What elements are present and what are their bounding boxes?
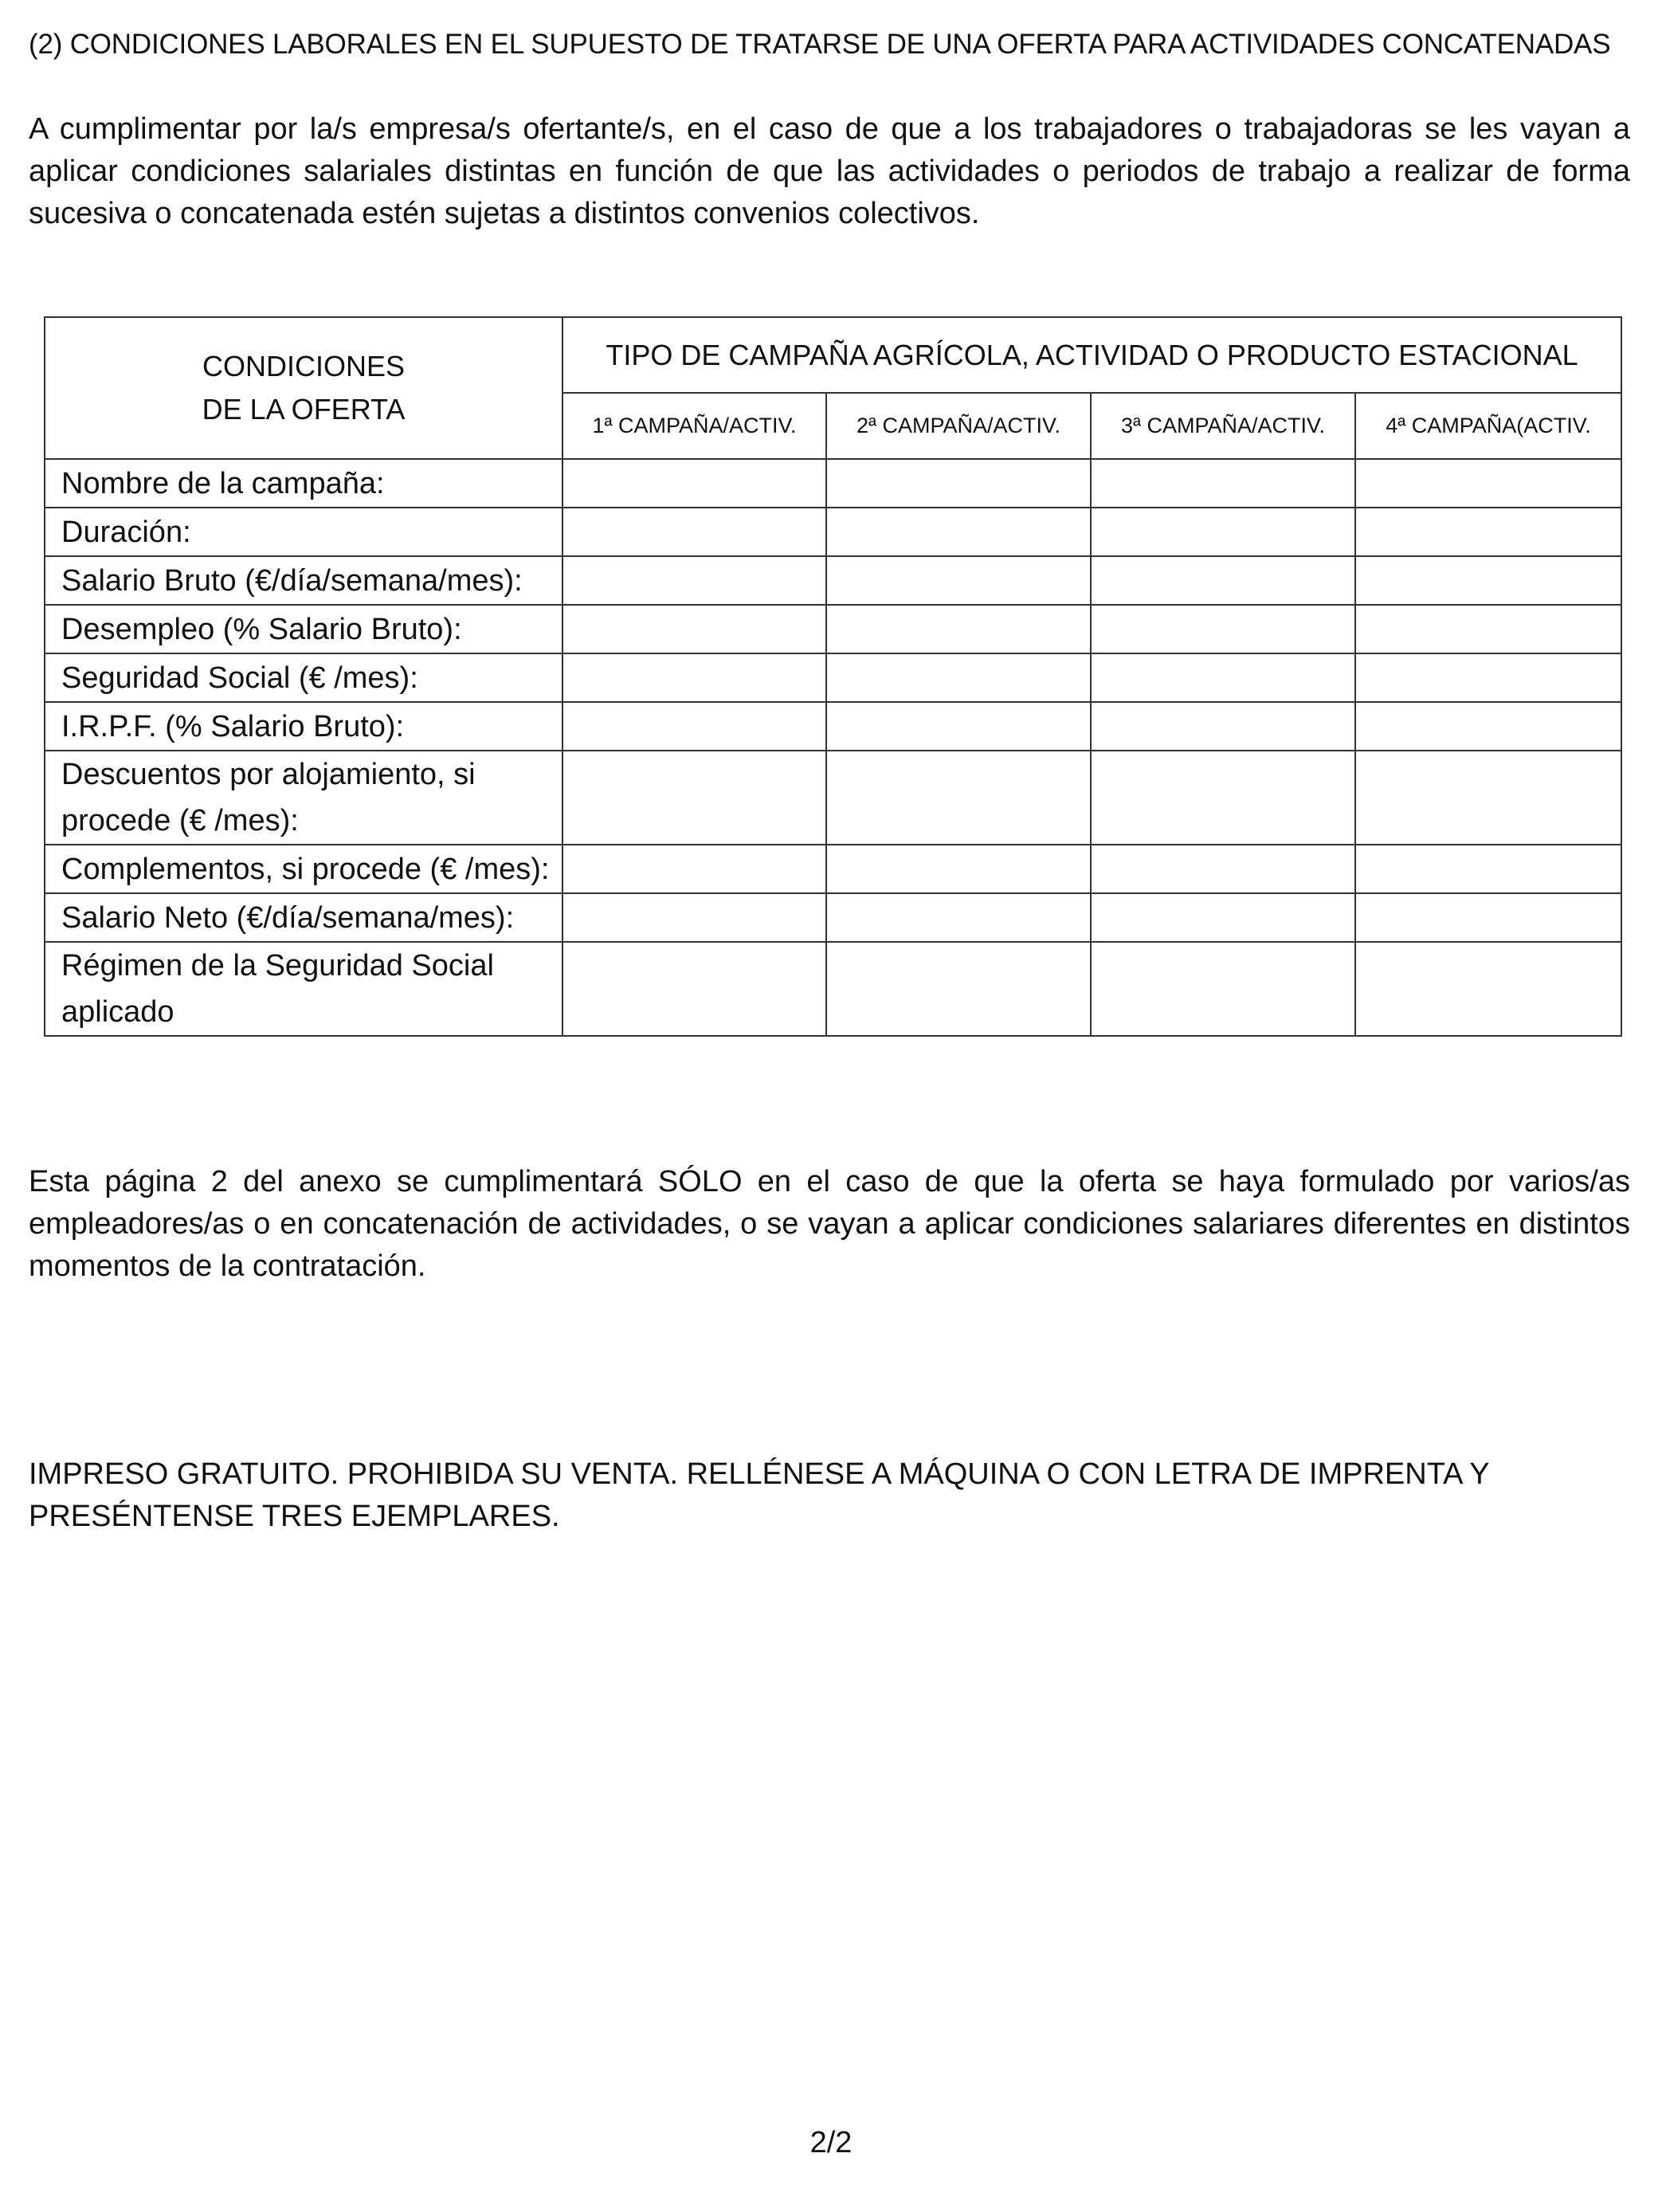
table-row (45, 893, 1621, 942)
entry-cell[interactable] (1355, 605, 1621, 653)
column-header-campaign-1: 1ª CAMPAÑA/ACTIV. (562, 393, 826, 459)
entry-cell[interactable] (1091, 605, 1355, 653)
table-row (45, 845, 1621, 893)
entry-cell[interactable] (1355, 459, 1621, 508)
section-heading: (2) CONDICIONES LABORALES EN EL SUPUESTO DE TRATARSE DE UNA OFERTA PARA ACTIVIDADES CONCATENADAS (29, 29, 1611, 60)
entry-cell[interactable] (826, 702, 1091, 751)
entry-cell[interactable] (826, 508, 1091, 556)
entry-cell[interactable] (826, 605, 1091, 653)
entry-cell[interactable] (826, 459, 1091, 508)
entry-cell[interactable] (1091, 459, 1355, 508)
row-label-complementos: Complementos, si procede (€ /mes): (45, 845, 562, 893)
offer-conditions-table (44, 316, 1622, 1037)
entry-cell[interactable] (1355, 702, 1621, 751)
column-header-campaign-3: 3ª CAMPAÑA/ACTIV. (1091, 393, 1355, 459)
entry-cell[interactable] (562, 893, 826, 942)
column-header-campaign-4: 4ª CAMPAÑA(ACTIV. (1355, 393, 1621, 459)
table-row (45, 556, 1621, 605)
entry-cell[interactable] (1091, 653, 1355, 702)
entry-cell[interactable] (562, 605, 826, 653)
entry-cell[interactable] (562, 942, 826, 1036)
entry-cell[interactable] (826, 653, 1091, 702)
intro-paragraph: A cumplimentar por la/s empresa/s ofertante/s, en el caso de que a los trabajadores o trabajadoras se les vayan a aplicar condiciones salariales distintas en función de que las actividades o periodos de trabajo a realizar de forma sucesiva o concatenada estén sujetas a distintos convenios colectivos. (29, 112, 1630, 230)
entry-cell[interactable] (1091, 893, 1355, 942)
entry-cell[interactable] (826, 556, 1091, 605)
row-label-seguridad-social: Seguridad Social (€ /mes): (45, 653, 562, 702)
entry-cell[interactable] (1091, 845, 1355, 893)
conditions-header-line1: CONDICIONES (202, 350, 406, 382)
entry-cell[interactable] (1355, 508, 1621, 556)
entry-cell[interactable] (562, 702, 826, 751)
table-row (45, 459, 1621, 508)
table-row (45, 942, 1621, 1036)
row-label-nombre-campana: Nombre de la campaña: (45, 459, 562, 508)
entry-cell[interactable] (562, 751, 826, 845)
entry-cell[interactable] (1091, 942, 1355, 1036)
table-row (45, 702, 1621, 751)
entry-cell[interactable] (1091, 556, 1355, 605)
footer-notice: IMPRESO GRATUITO. PROHIBIDA SU VENTA. RELLÉNESE A MÁQUINA O CON LETRA DE IMPRENTA Y PRESÉNTENSE TRES EJEMPLARES. (29, 1457, 1489, 1533)
row-label-desempleo: Desempleo (% Salario Bruto): (45, 605, 562, 653)
entry-cell[interactable] (1355, 893, 1621, 942)
table-row (45, 653, 1621, 702)
entry-cell[interactable] (1355, 653, 1621, 702)
entry-cell[interactable] (562, 508, 826, 556)
entry-cell[interactable] (1355, 845, 1621, 893)
campaign-type-header: TIPO DE CAMPAÑA AGRÍCOLA, ACTIVIDAD O PRODUCTO ESTACIONAL (562, 317, 1621, 393)
table-row (45, 605, 1621, 653)
entry-cell[interactable] (1355, 942, 1621, 1036)
note-paragraph: Esta página 2 del anexo se cumplimentará SÓLO en el caso de que la oferta se haya formulado por varios/as empleadores/as o en concatenación de actividades, o se vayan a aplicar condiciones salariares diferentes en distintos momentos de la contratación. (29, 1165, 1630, 1283)
page-number: 2/2 (809, 2126, 853, 2159)
conditions-header (45, 317, 562, 459)
column-header-campaign-2: 2ª CAMPAÑA/ACTIV. (826, 393, 1091, 459)
row-label-descuentos-alojamiento: Descuentos por alojamiento, si procede (€ /mes): (45, 751, 562, 845)
entry-cell[interactable] (562, 459, 826, 508)
row-label-regimen-seguridad-social: Régimen de la Seguridad Social aplicado (45, 942, 562, 1036)
entry-cell[interactable] (562, 556, 826, 605)
entry-cell[interactable] (1091, 702, 1355, 751)
entry-cell[interactable] (562, 653, 826, 702)
entry-cell[interactable] (826, 751, 1091, 845)
entry-cell[interactable] (1355, 556, 1621, 605)
row-label-duracion: Duración: (45, 508, 562, 556)
entry-cell[interactable] (1355, 751, 1621, 845)
entry-cell[interactable] (826, 845, 1091, 893)
row-label-salario-bruto: Salario Bruto (€/día/semana/mes): (45, 556, 562, 605)
entry-cell[interactable] (562, 845, 826, 893)
row-label-irpf: I.R.P.F. (% Salario Bruto): (45, 702, 562, 751)
entry-cell[interactable] (826, 942, 1091, 1036)
conditions-header-line2: DE LA OFERTA (202, 393, 406, 426)
table-row (45, 508, 1621, 556)
entry-cell[interactable] (826, 893, 1091, 942)
entry-cell[interactable] (1091, 508, 1355, 556)
entry-cell[interactable] (1091, 751, 1355, 845)
row-label-salario-neto: Salario Neto (€/día/semana/mes): (45, 893, 562, 942)
table-row (45, 751, 1621, 845)
